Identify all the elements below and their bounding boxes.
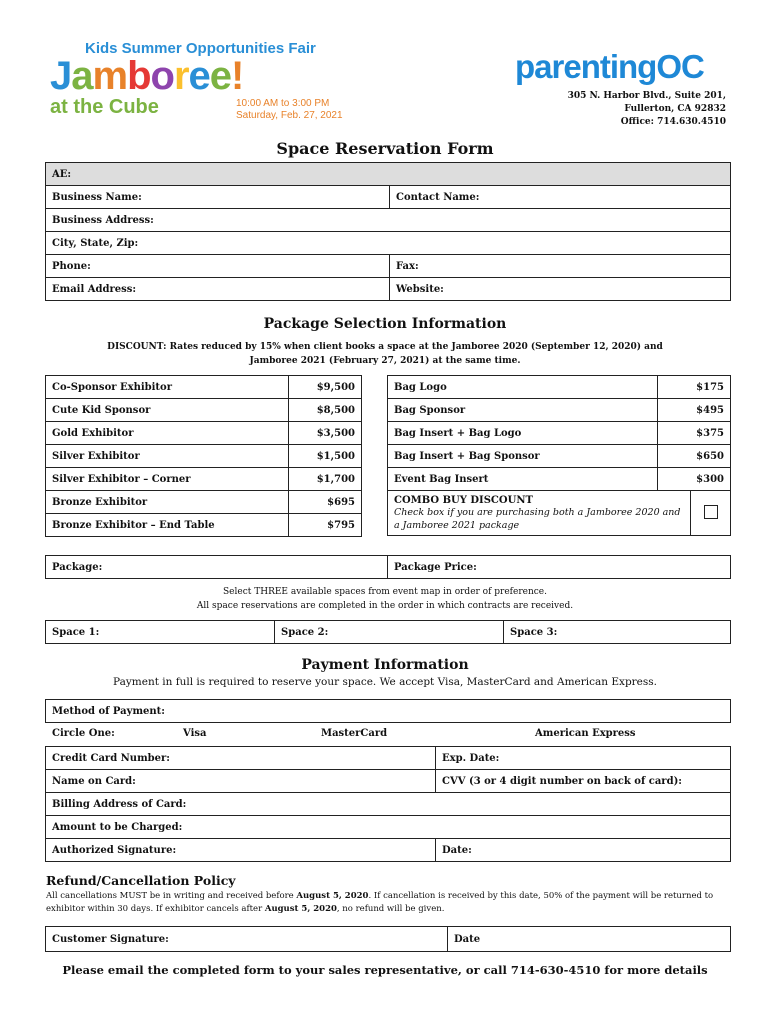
customer-signature-table (45, 926, 731, 952)
package-name: Event Bag Insert (388, 468, 658, 491)
package-heading: Package Selection Information (263, 316, 507, 332)
package-row (388, 445, 731, 468)
card-table (45, 746, 731, 862)
name-on-card-field[interactable]: Name on Card: (46, 770, 436, 793)
combo-cell (388, 491, 691, 536)
logo-tagline: Kids Summer Opportunities Fair (85, 40, 316, 57)
policy-text-1: All cancellations MUST be in writing and received before (46, 891, 297, 901)
package-selection-table (45, 555, 731, 579)
cvv-field[interactable]: CVV (3 or 4 digit number on back of card): (436, 770, 731, 793)
combo-description: Check box if you are purchasing both a Jamboree 2020 and a Jamboree 2021 package (394, 506, 681, 531)
combo-checkbox[interactable] (704, 505, 718, 519)
package-row (46, 491, 362, 514)
mastercard-option[interactable]: MasterCard (321, 728, 388, 739)
package-row (46, 445, 362, 468)
package-price: $300 (658, 468, 731, 491)
customer-date-field[interactable]: Date (448, 927, 731, 952)
fax-field[interactable]: Fax: (390, 255, 731, 278)
event-date: Saturday, Feb. 27, 2021 (236, 110, 343, 121)
package-name: Co-Sponsor Exhibitor (46, 376, 289, 399)
amount-field[interactable]: Amount to be Charged: (46, 816, 731, 839)
address-line-2: Fullerton, CA 92832 (624, 104, 726, 114)
payment-heading: Payment Information (301, 657, 469, 673)
package-name: Bag Insert + Bag Sponsor (388, 445, 658, 468)
space-3-field[interactable]: Space 3: (504, 621, 731, 644)
package-price: $375 (658, 422, 731, 445)
ae-field[interactable]: AE: (46, 163, 731, 186)
package-price: $175 (658, 376, 731, 399)
package-name: Silver Exhibitor – Corner (46, 468, 289, 491)
exp-date-field[interactable]: Exp. Date: (436, 747, 731, 770)
package-price: $8,500 (289, 399, 362, 422)
space-note (0, 585, 770, 613)
package-name: Bag Insert + Bag Logo (388, 422, 658, 445)
logo-sub: at the Cube (50, 96, 159, 118)
contact-table (45, 162, 731, 301)
package-price: $1,700 (289, 468, 362, 491)
footer-note: Please email the completed form to your sales representative, or call 714-630-4510 for more details (62, 963, 708, 977)
combo-title: COMBO BUY DISCOUNT (394, 494, 533, 506)
package-name: Gold Exhibitor (46, 422, 289, 445)
address-line-1: 305 N. Harbor Blvd., Suite 201, (567, 91, 726, 101)
office-phone: Office: 714.630.4510 (620, 117, 726, 127)
customer-signature-field[interactable]: Customer Signature: (46, 927, 448, 952)
authorized-signature-field[interactable]: Authorized Signature: (46, 839, 436, 862)
package-row (388, 422, 731, 445)
policy-text (46, 890, 730, 916)
city-state-zip-field[interactable]: City, State, Zip: (46, 232, 731, 255)
package-field[interactable]: Package: (46, 556, 388, 579)
space-note-line-1: Select THREE available spaces from event map in order of preference. (223, 587, 547, 597)
amex-option[interactable]: American Express (535, 728, 636, 739)
discount-line-1: DISCOUNT: Rates reduced by 15% when client books a space at the Jamboree 2020 (September 12, 2020) and (107, 342, 663, 352)
website-field[interactable]: Website: (390, 278, 731, 301)
auth-date-field[interactable]: Date: (436, 839, 731, 862)
package-name: Bag Logo (388, 376, 658, 399)
event-time-date (236, 98, 343, 122)
package-row (46, 376, 362, 399)
circle-one-label: Circle One: (52, 728, 115, 739)
package-row (46, 468, 362, 491)
package-price-field[interactable]: Package Price: (388, 556, 731, 579)
logo-name-text: Jamboree! (50, 54, 244, 98)
space-1-field[interactable]: Space 1: (46, 621, 275, 644)
combo-checkbox-cell (691, 491, 731, 536)
package-name: Bronze Exhibitor – End Table (46, 514, 289, 537)
package-price: $795 (289, 514, 362, 537)
discount-line-2: Jamboree 2021 (February 27, 2021) at the same time. (249, 356, 521, 366)
parentingoc-logo: parentingOC (515, 48, 704, 85)
circle-one-row (45, 723, 731, 745)
package-row (388, 468, 731, 491)
package-row (388, 376, 731, 399)
package-price: $650 (658, 445, 731, 468)
visa-option[interactable]: Visa (183, 728, 207, 739)
space-note-line-2: All space reservations are completed in the order in which contracts are received. (196, 601, 574, 611)
combo-table (387, 490, 731, 536)
package-price: $9,500 (289, 376, 362, 399)
package-row (388, 399, 731, 422)
package-price: $495 (658, 399, 731, 422)
payment-note: Payment in full is required to reserve your space. We accept Visa, MasterCard and American Express. (112, 676, 658, 688)
policy-date-1: August 5, 2020 (296, 891, 369, 901)
policy-date-2: August 5, 2020 (264, 904, 337, 914)
jamboree-logo (50, 40, 343, 125)
method-of-payment: Method of Payment: (46, 700, 731, 723)
space-2-field[interactable]: Space 2: (275, 621, 504, 644)
policy-text-2: . If cancellation is received by this date, 50% of the payment will be returned to exhibitor within 30 days. If exhibitor cancels after (46, 891, 714, 914)
contact-name-field[interactable]: Contact Name: (390, 186, 731, 209)
package-price: $1,500 (289, 445, 362, 468)
package-row (46, 422, 362, 445)
business-name-field[interactable]: Business Name: (46, 186, 390, 209)
page-title: Space Reservation Form (276, 139, 494, 158)
space-table (45, 620, 731, 644)
logo-name (50, 54, 243, 98)
cc-number-field[interactable]: Credit Card Number: (46, 747, 436, 770)
email-field[interactable]: Email Address: (46, 278, 390, 301)
payment-table (45, 699, 731, 723)
package-row (46, 514, 362, 537)
policy-text-3: , no refund will be given. (336, 904, 445, 914)
package-price: $3,500 (289, 422, 362, 445)
event-time: 10:00 AM to 3:00 PM (236, 98, 330, 109)
phone-field[interactable]: Phone: (46, 255, 390, 278)
package-row (46, 399, 362, 422)
package-name: Bag Sponsor (388, 399, 658, 422)
office-address (568, 90, 726, 129)
billing-address-field[interactable]: Billing Address of Card: (46, 793, 731, 816)
discount-note (0, 340, 770, 368)
package-price: $695 (289, 491, 362, 514)
package-name: Silver Exhibitor (46, 445, 289, 468)
business-address-field[interactable]: Business Address: (46, 209, 731, 232)
policy-heading: Refund/Cancellation Policy (46, 873, 236, 888)
package-table-left (45, 375, 362, 537)
package-name: Cute Kid Sponsor (46, 399, 289, 422)
package-name: Bronze Exhibitor (46, 491, 289, 514)
package-table-right (387, 375, 731, 491)
